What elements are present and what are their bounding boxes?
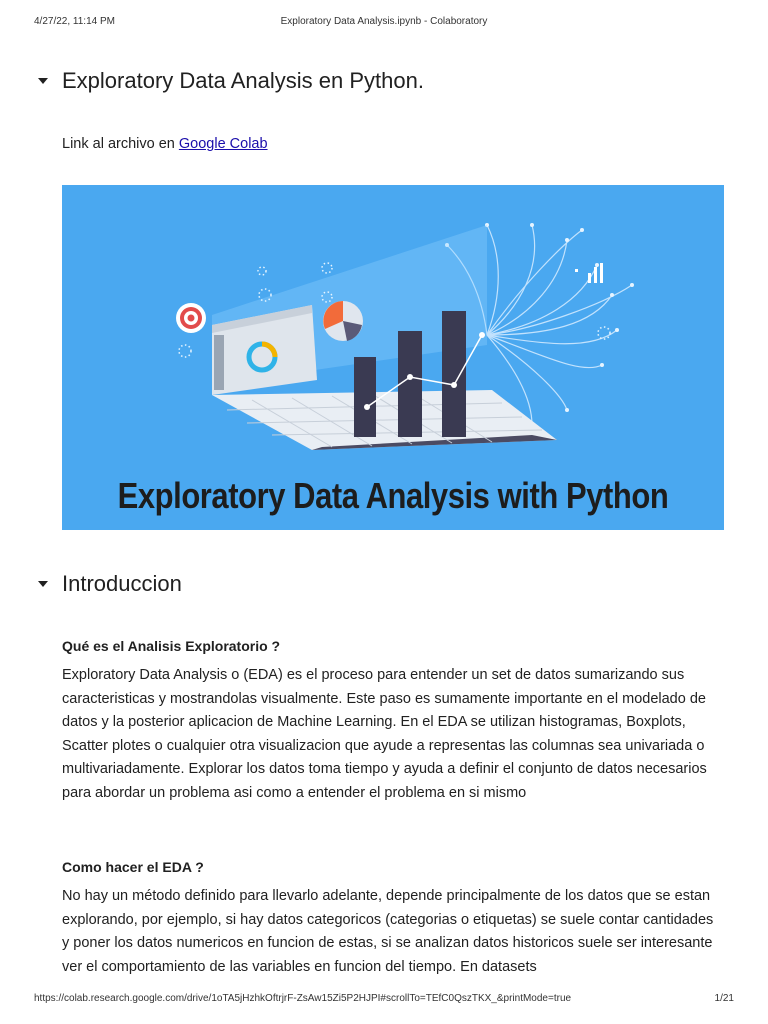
banner-caption: Exploratory Data Analysis with Python (117, 475, 669, 516)
print-datetime: 4/27/22, 11:14 PM (34, 16, 115, 27)
link-prefix: Link al archivo en (62, 136, 179, 152)
eda-banner-image (62, 185, 724, 530)
print-url: https://colab.research.google.com/drive/1oTA5jHzhkOftrjrF-ZsAw15Zi5P2HJPI#scrollTo=TEfC0QszTKX_&printMode=true (34, 993, 572, 1004)
question-heading-1: Qué es el Analisis Exploratorio ? (62, 638, 281, 654)
section-header-main (38, 68, 424, 94)
question-heading-2: Como hacer el EDA ? (62, 859, 204, 875)
paragraph-2: No hay un método definido para llevarlo adelante, depende principalmente de los datos que se estan explorando, por ejemplo, si hay datos categoricos (categorias o etiquetas) se suele contar cantidades y poner los datos numericos en funcion de estas, si se analizan datos historicos suele ser interesante ver el comportamiento de las variables en funcion del tiempo. En datasets (62, 888, 714, 975)
paragraph-1: Exploratory Data Analysis o (EDA) es el proceso para entender un set de datos sumarizando sus caracteristicas y mostrandolas visualmente. Este paso es sumamente importante en el modelado de datos y la posterior aplicacion de Machine Learning. En el EDA se utilizan histogramas, Boxplots, Scatter plotes o cualquier otra visualizacion que ayude a representas las columnas sea univariada o multivariadamente. Explorar los datos toma tiempo y ayuda a definir el conjunto de datos necesarios para abordar un problema asi como a entender el problema en si mismo (62, 667, 707, 801)
section-title-introduccion: Introduccion (62, 571, 182, 596)
section-header-intro (38, 571, 182, 597)
collapse-caret-icon[interactable] (38, 78, 48, 84)
google-colab-link[interactable]: Google Colab (178, 136, 268, 152)
page-number: 1/21 (714, 993, 734, 1004)
page-title: Exploratory Data Analysis en Python. (62, 68, 424, 93)
collapse-caret-icon[interactable] (38, 581, 48, 587)
colab-link-line (62, 136, 268, 152)
print-doc-title: Exploratory Data Analysis.ipynb - Colaboratory (280, 16, 488, 27)
